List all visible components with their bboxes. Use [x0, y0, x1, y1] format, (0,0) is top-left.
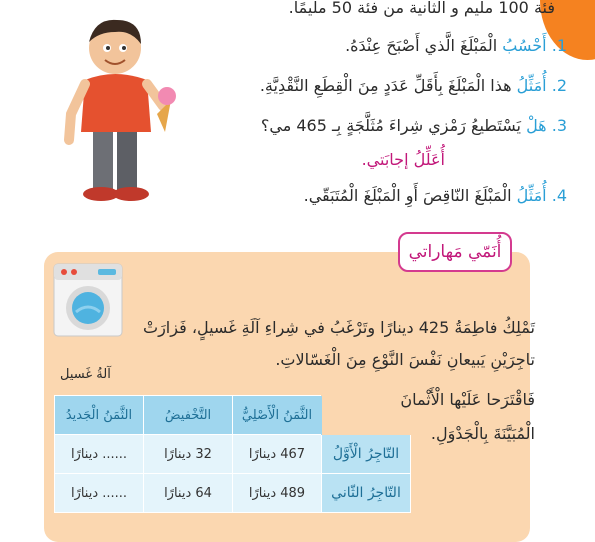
question-4	[304, 186, 567, 205]
cell-original-1: 467 دينارًا	[233, 435, 322, 474]
question-2-keyword: أُمَثِّلُ	[516, 76, 547, 95]
row-label-merchant-2: التّاجِرُ الثّاني	[322, 474, 411, 513]
cell-discount-1: 32 دينارًا	[144, 435, 233, 474]
question-1	[345, 36, 567, 55]
header-discount: التَّخْفيضُ	[144, 396, 233, 435]
table-header-row	[55, 396, 411, 435]
top-line-text: فئة 100 مليم و الثانية من فئة 50 مليمًا.	[288, 0, 555, 17]
question-1-number: 1.	[551, 36, 567, 55]
task-line-1: تَمْلِكُ فاطِمَةُ 425 دينارًا وتَرْغَبُ في شِراءِ آلَةِ غَسيلٍ، فَزارَتْ	[143, 318, 535, 337]
boy-with-icecream-illustration	[55, 10, 185, 205]
justify-answer-text: أُعَلِّلُ إجابَتي.	[361, 150, 445, 169]
question-3-number: 3.	[551, 116, 567, 135]
question-4-keyword: أُمَثِّلُ	[516, 186, 547, 205]
table-corner	[322, 396, 411, 435]
question-3-keyword: هَلْ	[526, 116, 547, 135]
cell-original-2: 489 دينارًا	[233, 474, 322, 513]
question-4-text: الْمَبْلَغَ النّاقِصَ أَوِ الْمَبْلَغَ الْمُتَبَقّي.	[303, 186, 512, 205]
row-label-merchant-1: التّاجِرُ الْأَوَّلُ	[322, 435, 411, 474]
question-2-number: 2.	[551, 76, 567, 95]
cell-discount-2: 64 دينارًا	[144, 474, 233, 513]
table-row	[55, 474, 411, 513]
price-table	[54, 395, 411, 513]
task-line-3: فَاقْتَرَحا عَلَيْها الْأَثْمانَ	[400, 390, 535, 409]
cell-new-1: ...... دينارًا	[55, 435, 144, 474]
question-1-keyword: أَحْسُبُ	[502, 36, 547, 55]
question-3	[261, 116, 567, 135]
question-2	[260, 76, 567, 95]
table-row	[55, 435, 411, 474]
task-line-2: تاجِرَيْنِ يَبيعانِ نَفْسَ النَّوْعِ مِنَ الْغَسّالاتِ.	[275, 350, 535, 369]
question-4-number: 4.	[551, 186, 567, 205]
skills-badge: أُنَمّي مَهاراتي	[398, 232, 512, 272]
question-1-text: الْمَبْلَغَ الَّذي أَصْبَحَ عِنْدَهُ.	[345, 36, 498, 55]
washing-machine-label: آلةُ غَسيل	[60, 367, 111, 382]
question-3-text: يَسْتَطيعُ رَمْزي شِراءَ مُثَلَّجَةٍ بِـ 465 مي؟	[260, 116, 521, 135]
header-original-price: الثَّمَنُ الْأَصْلِيُّ	[233, 396, 322, 435]
cell-new-2: ...... دينارًا	[55, 474, 144, 513]
washing-machine-icon	[52, 262, 124, 338]
task-line-4: الْمُبَيَّنَةَ بِالْجَدْوَلِ.	[430, 424, 535, 443]
header-new-price: الثَّمَنُ الْجَديدُ	[55, 396, 144, 435]
question-2-text: هذا الْمَبْلَغَ بِأَقَلِّ عَدَدٍ مِنَ الْقِطَعِ النَّقْدِيَّةِ.	[259, 76, 512, 95]
